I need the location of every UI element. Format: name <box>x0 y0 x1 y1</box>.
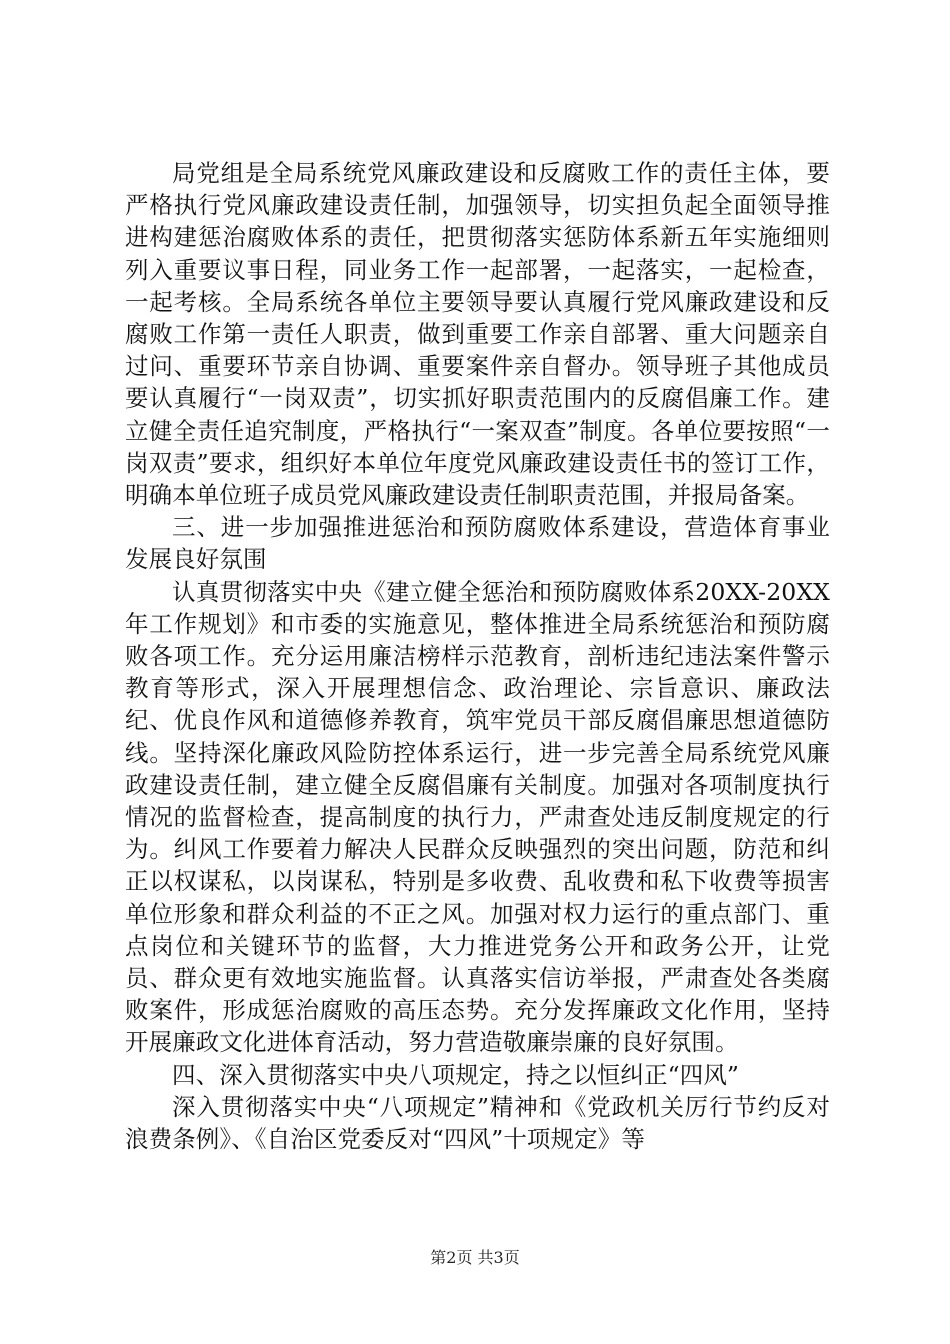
paragraph-anti-corruption-system: 认真贯彻落实中央《建立健全惩治和预防腐败体系20XX-20XX年工作规划》和市委的实施意见，整体推进全局系统惩治和预防腐败各项工作。充分运用廉洁榜样示范教育，剖析违纪违法案件警示教育等形式，深入开展理想信念、政治理论、宗旨意识、廉政法纪、优良作风和道德修养教育，筑牢党员干部反腐倡廉思想道德防线。坚持深化廉政风险防控体系运行，进一步完善全局系统党风廉政建设责任制，建立健全反腐倡廉有关制度。加强对各项制度执行情况的监督检查，提高制度的执行力，严肃查处违反制度规定的行为。纠风工作要着力解决人民群众反映强烈的突出问题，防范和纠正以权谋私，以岗谋私，特别是多收费、乱收费和私下收费等损害单位形象和群众利益的不正之风。加强对权力运行的重点部门、重点岗位和关键环节的监督，大力推进党务公开和政务公开，让党员、群众更有效地实施监督。认真落实信访举报，严肃查处各类腐败案件，形成惩治腐败的高压态势。充分发挥廉政文化作用，坚持开展廉政文化进体育活动，努力营造敬廉崇廉的良好氛围。 <box>125 577 830 1057</box>
paragraph-responsibility: 局党组是全局系统党风廉政建设和反腐败工作的责任主体，要严格执行党风廉政建设责任制，加强领导，切实担负起全面领导推进构建惩治腐败体系的责任，把贯彻落实惩防体系新五年实施细则列入重要议事日程，同业务工作一起部署，一起落实，一起检查，一起考核。全局系统各单位主要领导要认真履行党风廉政建设和反腐败工作第一责任人职责，做到重要工作亲自部署、重大问题亲自过问、重要环节亲自协调、重要案件亲自督办。领导班子其他成员要认真履行“一岗双责”，切实抓好职责范围内的反腐倡廉工作。建立健全责任追究制度，严格执行“一案双查”制度。各单位要按照“一岗双责”要求，组织好本单位年度党风廉政建设责任书的签订工作，明确本单位班子成员党风廉政建设责任制职责范围，并报局备案。 <box>125 159 830 510</box>
section-heading-four: 四、深入贯彻落实中央八项规定，持之以恒纠正“四风” <box>172 1060 740 1089</box>
page-number-footer: 第2页 共3页 <box>430 1248 520 1267</box>
document-body <box>125 157 830 1155</box>
section-heading-three: 三、进一步加强推进惩治和预防腐败体系建设，营造体育事业发展良好氛围 <box>125 513 830 574</box>
paragraph-eight-rules: 深入贯彻落实中央“八项规定”精神和《党政机关厉行节约反对浪费条例》、《自治区党委反对“四风”十项规定》等 <box>125 1092 830 1154</box>
